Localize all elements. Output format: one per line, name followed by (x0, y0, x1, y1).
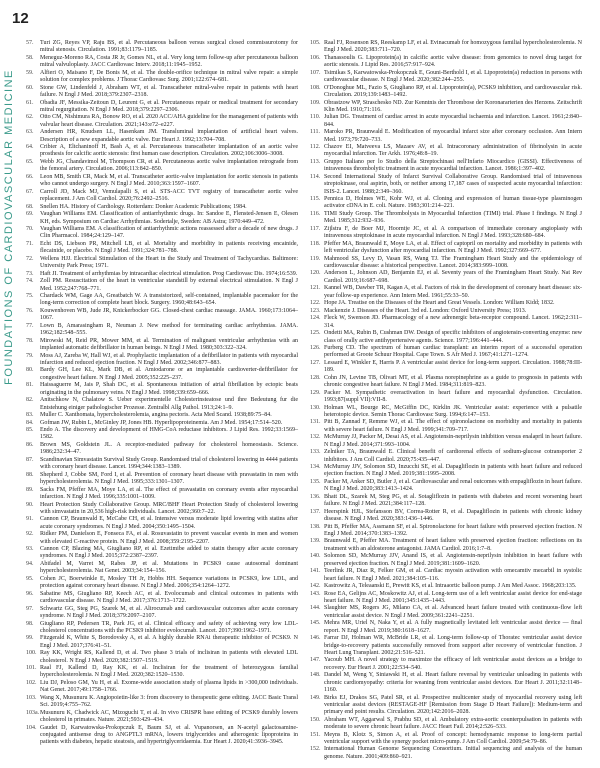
reference-text: Cannon CP, Braunwald E, McCabe CH, et al. Intensive versus moderate lipid lowering with statins after acute coronary syndromes. N Engl J Med. 2004;350:1495–1504. (40, 516, 298, 530)
reference-entry (310, 85, 582, 100)
reference-text: McMurray JJV, Solomon SD, Inzucchi SE, et al. Dapagliflozin in patients with heart failure and reduced ejection fraction. N Engl J Med. 2019;381:1995–2008. (324, 464, 582, 478)
reference-entry (26, 144, 298, 159)
reference-entry (26, 353, 298, 368)
reference-number: 58. (26, 54, 34, 61)
reference-entry (310, 100, 582, 115)
reference-text: Kannel WB, Dawber TR, Kagan A, et al. Factors of risk in the development of coronary heart disease: six-year follow-up experience. Ann Intern Med. 1961;55:33–50. (324, 285, 582, 299)
reference-entry (26, 725, 298, 747)
reference-text: Anitschkow N, Chalatow S. Ueber experimentelle Cholesterinsteatose und ihre Bedeutung fur die Entstehung einiger pathologischer Prozesse. Zentralbl Allg Pathol. 1913;24:1–9. (40, 397, 298, 411)
reference-entry (26, 129, 298, 144)
reference-entry (310, 524, 582, 539)
reference-entry (310, 129, 582, 144)
reference-number: 59. (26, 69, 34, 76)
reference-entry (310, 695, 582, 717)
reference-text: Giugliano RP, Pedersen TR, Park JG, et al. Clinical efficacy and safety of achieving very low LDL-cholesterol concentrations with the PCSK9 inhibitor evolocumab. Lancet. 2017;390:1962–1971. (40, 620, 298, 634)
reference-number: 106. (310, 54, 321, 61)
reference-text: Haft JI. Treatment of arrhythmias by intracardiac electrical stimulation. Prog Cardiovasc Dis. 1974;16:539. (40, 270, 298, 277)
reference-number: 135. (310, 478, 321, 485)
reference-entry (26, 204, 298, 211)
reference-number: 134. (310, 464, 321, 471)
reference-entry (26, 635, 298, 650)
reference-entry (26, 382, 298, 397)
reference-number: 139. (310, 538, 321, 545)
reference-entry (310, 256, 582, 271)
reference-entry (26, 338, 298, 353)
reference-entry (310, 509, 582, 524)
reference-entry (26, 650, 298, 665)
reference-number: 126. (310, 345, 321, 352)
reference-number: 120. (310, 270, 321, 277)
reference-number: 149. (310, 694, 321, 701)
reference-entry (310, 308, 582, 315)
reference-text: Stone GW, Lindenfeld J, Abraham WT, et al. Transcatheter mitral-valve repair in patients with heart failure. N Engl J Med. 2018;379:2307–2318. (40, 84, 298, 98)
reference-entry (310, 553, 582, 568)
reference-text: O'Donoghue ML, Fazio S, Giugliano RP, et al. Lipoprotein(a), PCSK9 inhibition, and cardiovascular risk. Circulation. 2019;139:1483–1492. (324, 84, 582, 98)
reference-text: Hope JA. Treatise on the Diseases of the Heart and Great Vessels. London: William Kidd; 1832. (324, 300, 555, 307)
reference-number: 83. (26, 412, 34, 419)
reference-text: Cohen JC, Boerwinkle E, Mosley TH Jr, Hobbs HH. Sequence variations in PCSK9, low LDL, and protection against coronary heart disease. N Engl J Med. 2006;354:1264–1272. (40, 575, 298, 590)
reference-text: Packer M. Sympathetic overactivation in heart failure and myocardial dysfunction. Circulation. 1993;87(suppl VII):VII-8. (324, 389, 582, 403)
reference-entry (26, 241, 298, 256)
reference-number: 108. (310, 84, 321, 91)
reference-text: Solomon SD, McMurray JJV, Anand IS, et al. Angiotensin-neprilysin inhibition in heart failure with preserved ejection fraction. N Engl J Med. 2019;381:1609–1620. (324, 553, 582, 567)
reference-entry (310, 479, 582, 494)
reference-text: Cohn JN, Levine TB, Olivari MT, et al. Plasma norepinephrine as a guide to prognosis in patients with chronic congestive heart failure. N Engl J Med. 1984;311:819–823. (324, 374, 582, 389)
reference-number: 78. (26, 337, 34, 344)
reference-text: Brown MS, Goldstein JL. A receptor-mediated pathway for cholesterol homeostasis. Science. 1986;232:34–47. (40, 442, 298, 456)
reference-number: 89. (26, 486, 34, 493)
reference-number: 77. (26, 322, 34, 329)
reference-text: Obrastzow WP, Straschesko ND. Zur Kenntnis der Thrombose der Koronararterien des Herzens. Zeitschrift Klin Med. 1910;71:116. (324, 99, 582, 113)
reference-number: 98. (26, 620, 34, 627)
reference-entry (310, 405, 582, 420)
reference-entry (310, 591, 582, 606)
reference-text: Moss AJ, Zareba W, Hall WJ, et al. Prophylactic implantation of a defibrillator in patients with myocardial infarction and reduced ejection fraction. N Engl J Med. 2002;346:877–883. (40, 352, 298, 366)
reference-number: 145. (310, 620, 321, 627)
reference-text: International Human Genome Sequencing Consortium. Initial sequencing and analysis of the human genome. Nature. 2001;409:860–921. (324, 746, 582, 760)
reference-entry (26, 412, 298, 419)
reference-entry (26, 70, 298, 85)
reference-text: Julian DG. Treatment of cardiac arrest in acute myocardial ischaemia and infarction. Lancet. 1961;2:840–844. (324, 114, 582, 128)
reference-entry (26, 606, 298, 621)
reference-text: Alfieri O, Maisano F, De Bonis M, et al. The double-orifice technique in mitral valve repair: a simple solution for complex problems. J Thorac Cardiovasc Surg. 2001;122:674–681. (40, 69, 298, 84)
reference-text: Zijlstra F, de Boer MJ, Hoorntje JC, et al. A comparison of immediate coronary angioplasty with intravenous streptokinase in acute myocardial infarction. N Engl J Med. 1993;328:680–684. (324, 225, 582, 240)
reference-entry (26, 680, 298, 695)
reference-number: 92. (26, 531, 34, 538)
reference-text: Zoll PM. Resuscitation of the heart in ventricular standstill by external electrical stimulation. N Engl J Med. 1952;247:768–771. (40, 278, 298, 292)
reference-number: 72. (26, 255, 34, 262)
reference-entry (26, 189, 298, 204)
reference-number: 60. (26, 84, 34, 91)
reference-entry (310, 159, 582, 174)
reference-number: 122. (310, 300, 321, 307)
reference-text: Kastrowitz A, Teleaanski E, Prewitt KS, et al. Intraaortic balloon pump. J Am Med Assoc. 1968;203:135. (324, 583, 577, 590)
reference-number: 100. (26, 650, 37, 657)
reference-text: Andersen HR, Knudsen LL, Hasenkam JM. Transluminal implantation of artificial heart valves. Description of a new expandable aortic valve. Eur Heart J. 1992;13:704–708. (40, 129, 298, 143)
reference-number: 121. (310, 285, 321, 292)
reference-number: 82. (26, 397, 34, 404)
reference-text: Kouwenhoven WB, Jude JR, Knickerbocker GG. Closed-chest cardiac massage. JAMA. 1960;173:1064–1067. (40, 307, 298, 322)
reference-number: 131. (310, 419, 321, 426)
reference-number: 111. (310, 129, 321, 136)
reference-entry (310, 620, 582, 635)
reference-entry (310, 270, 582, 285)
reference-number: 94. (26, 561, 34, 567)
reference-entry (310, 241, 582, 256)
reference-number: 86. (26, 442, 34, 448)
reference-column-left (26, 40, 298, 758)
reference-text: Abraham WT, Aggarwal S, Prabhu SD, et al. Ambulatory extra-aortic counterpulsation in patients with moderate to severe chronic heart failure. JACC Heart Fail. 2014;2:526–533. (324, 716, 582, 731)
reference-number: 61. (26, 99, 34, 106)
reference-number: 110. (310, 114, 321, 121)
reference-text: Raal FJ, Rosenson RS, Reeskamp LF, et al. Evinacumab for homozygous familial hypercholesterolemia. N Engl J Med. 2020;383:711–720. (324, 40, 582, 54)
reference-text: Leon MB, Smith CR, Mack M, et al. Transcatheter aortic-valve implantation for aortic stenosis in patients who cannot undergo surgery. N Engl J Med. 2010;363:1597–1607. (40, 173, 298, 188)
reference-text: Vaughan Williams EM. A classification of antiarrhythmic actions reassessed after a decade of new drugs. J Clin Pharmacol. 1984;24:129–147. (40, 226, 298, 240)
reference-entry (310, 55, 582, 70)
reference-text: Chazov EI, Matveeva LS, Mazaev AV, et al. Intracoronary administration of fibrinolysin in acute myocardial infarction. Ter Arkh. 1976;48:8–19. (324, 144, 582, 158)
reference-number: 80. (26, 367, 34, 374)
reference-entry (26, 293, 298, 308)
reference-number: 118. (310, 240, 321, 247)
reference-entry (310, 568, 582, 583)
reference-entry (310, 70, 582, 85)
reference-text: Haissaguerre M, Jais P, Shah DC, et al. Spontaneous initiation of atrial fibrillation by ectopic beats originating in the pulmonary veins. N Engl J Med. 1998;339:659–666. (40, 382, 298, 396)
reference-number: 103a. (26, 709, 40, 716)
reference-entry (26, 665, 298, 680)
reference-entry (310, 434, 582, 449)
reference-entry (26, 621, 298, 636)
reference-number: 132. (310, 434, 321, 441)
reference-entry (310, 375, 582, 390)
reference-entry (310, 635, 582, 657)
reference-number: 64. (26, 144, 34, 151)
reference-text: Heart Protection Study Collaborative Group. MRC/BHF Heart Protection Study of cholesterol lowering with simvastatin in 20,536 high-risk individuals. Lancet. 2002;360:7–22. (40, 501, 298, 515)
reference-entry (310, 717, 582, 732)
reference-text: Maroko PR, Braunwald E. Modification of myocardial infarct size after coronary occlusion. Ann Intern Med. 1973;79:720–733. (324, 129, 582, 143)
reference-number: 151. (310, 731, 321, 738)
reference-entry (26, 591, 298, 606)
reference-entry (26, 710, 298, 725)
reference-text: Yacoub MH. A novel strategy to maximize the efficacy of left ventricular assist devices as a bridge to recovery. Eur Heart J. 2001;22:534–540. (324, 657, 582, 671)
reference-number: 63. (26, 129, 34, 136)
reference-text: Second International Study of Infarct Survival Collaborative Group. Randomised trial of intravenous streptokinase, oral aspirin, both, or neither among 17,187 cases of suspected acute myocardial infarction: ISIS-2. Lancet. 1988;2:349–360. (324, 173, 582, 195)
reference-entry (26, 367, 298, 382)
reference-number: 71. (26, 240, 34, 247)
reference-number: 114. (310, 173, 321, 180)
reference-number: 68. (26, 203, 34, 210)
reference-number: 99. (26, 635, 34, 642)
reference-text: Mehra MR, Uriel N, Naka Y, et al. A fully magnetically levitated left ventricular assist device — final report. N Engl J Med. 2019;380:1618–1627. (324, 620, 582, 634)
reference-entry (310, 211, 582, 226)
reference-text: Fleck W, Swenson JD. Pharmacology of a new adrenergic beta-receptor compound. Lancet. 1962;2:311–314. (324, 315, 582, 329)
reference-text: McMurray JJ, Packer M, Desai AS, et al. Angiotensin-neprilysin inhibition versus enalapril in heart failure. N Engl J Med. 2014;371:993–1004. (324, 434, 582, 448)
reference-entry (310, 672, 582, 694)
reference-number: 105. (310, 40, 321, 46)
reference-number: 81. (26, 382, 34, 389)
reference-entry (26, 278, 298, 293)
reference-entry (26, 211, 298, 226)
reference-text: Thanassoulis G. Lipoprotein(a) in calcific aortic valve disease: from genomics to novel drug target for aortic stenosis. J Lipid Res. 2016;57:917–924. (324, 54, 582, 69)
reference-text: Tsimikas S, Karwatowska-Prokopczuk E, Gouni-Berthold I, et al. Lipoprotein(a) reduction in persons with cardiovascular disease. N Engl J Med. 2020;382:244–255. (324, 69, 582, 84)
reference-number: 112. (310, 144, 321, 151)
reference-number: 103. (26, 694, 37, 701)
running-header: FOUNDATIONS OF CARDIOVASCULAR MEDICINE (3, 69, 15, 385)
reference-entry (26, 442, 298, 457)
reference-text: Ondetti MA, Rubin B, Cushman DW. Design of specific inhibitors of angiotensin-converting enzyme: new class of orally active antihypertensive agents. Science. 1977;196:441–444. (324, 330, 582, 344)
reference-number: 96. (26, 590, 34, 597)
reference-text: Pennica D, Holmes WE, Kohr WJ, et al. Cloning and expression of human tissue-type plasminogen activator cDNA in E. coli. Nature. 1983;301:214–221. (324, 196, 582, 210)
reference-entry (310, 345, 582, 360)
reference-entry (26, 159, 298, 174)
reference-entry (26, 85, 298, 100)
reference-text: Mirowski M, Reid PR, Mower MM, et al. Termination of malignant ventricular arrhythmias with an implanted automatic defibrillator in human beings. N Engl J Med. 1980;303:322–324. (40, 337, 298, 352)
reference-number: 91. (26, 516, 34, 523)
page-number: 12 (12, 10, 29, 27)
reference-entry (310, 419, 582, 434)
reference-number: 142. (310, 583, 321, 590)
reference-number: 102. (26, 680, 37, 686)
reference-entry (310, 196, 582, 211)
reference-entry (310, 494, 582, 509)
reference-number: 85. (26, 427, 34, 434)
reference-text: Snellen HA. History of Cardiology. Rotterdam: Donker Academic Publications; 1984. (40, 203, 247, 210)
reference-entry (310, 40, 582, 55)
reference-entry (310, 315, 582, 330)
reference-number: 66. (26, 173, 34, 180)
reference-text: Sabatine MS, Giugliano RP, Keech AC, et al. Evolocumab and clinical outcomes in patients with cardiovascular disease. N Engl J Med. 2017;376:1713–1722. (40, 590, 298, 605)
reference-number: 93. (26, 546, 34, 553)
reference-number: 130. (310, 404, 321, 411)
reference-number: 90. (26, 501, 34, 508)
reference-entry (310, 449, 582, 464)
reference-text: Otto CM, Nishimura RA, Bonow RO, et al. 2020 ACC/AHA guideline for the management of patients with valvular heart disease. Circulation. 2021;143:e72–e227. (40, 114, 298, 128)
reference-text: Chardack WM, Gage AA, Greatbatch W. A transistorized, self-contained, implantable pacemaker for the long-term correction of complete heart block. Surgery. 1960;48:643–654. (40, 293, 298, 307)
reference-entry (310, 330, 582, 345)
reference-entry (310, 657, 582, 672)
reference-number: 133. (310, 449, 321, 456)
reference-number: 76. (26, 307, 34, 314)
reference-number: 124. (310, 315, 321, 322)
reference-text: Vaughan Williams EM. Classification of antiarrhythmic drugs. In: Sandoe E, Flensted-Jensen E, Olesen KH, eds. Symposium on Cardiac Arrhythmias. Sodertalje, Sweden: AB Astra; 1970:449–472. (40, 211, 298, 225)
reference-entry (310, 583, 582, 590)
reference-number: 67. (26, 188, 34, 195)
reference-entry (310, 732, 582, 747)
reference-text: Furberg CD. The spectrum of human cardiac transplant: an interim report of a successful operation performed at Groote Schuur Hospital. Cape Town. S Afr Med J. 1967;41:1271–1274. (324, 345, 582, 359)
reference-number: 138. (310, 523, 321, 530)
reference-number: 148. (310, 672, 321, 679)
reference-number: 150. (310, 716, 321, 723)
reference-text: Teerlink JR, Diaz R, Felker GM, et al. Cardiac myosin activation with omecamtiv mecarbil in systolic heart failure. N Engl J Med. 2021;384:105–116. (324, 568, 582, 582)
reference-text: Ridker PM, Danielson E, Fonseca FA, et al. Rosuvastatin to prevent vascular events in men and women with elevated C-reactive protein. N Engl J Med. 2008;359:2195–2207. (40, 531, 298, 545)
reference-entry (26, 457, 298, 472)
reference-text: Musunuru K, Chadwick AC, Mizoguchi T, et al. In vivo CRISPR base editing of PCSK9 durably lowers cholesterol in primates. Nature. 2021;593:429–434. (40, 709, 298, 724)
reference-entry (310, 538, 582, 553)
reference-number: 109. (310, 99, 321, 106)
reference-entry (26, 531, 298, 546)
reference-entry (26, 695, 298, 710)
reference-number: 115. (310, 196, 321, 203)
reference-number: 57. (26, 40, 34, 46)
reference-text: Bardy GH, Lee KL, Mark DB, et al. Amiodarone or an implantable cardioverter-defibrillator for congestive heart failure. N Engl J Med. 2005;352:225–237. (40, 367, 298, 381)
reference-entry (310, 114, 582, 129)
reference-entry (26, 308, 298, 323)
reference-number: 87. (26, 456, 34, 463)
reference-text: Echt DS, Liebson PR, Mitchell LB, et al. Mortality and morbidity in patients receiving encainide, flecainide, or placebo. N Engl J Med. 1991;324:781–788. (40, 240, 298, 255)
reference-text: Heerspink HJL, Stefansson BV, Correa-Rotter R, et al. Dapagliflozin in patients with chronic kidney disease. N Engl J Med. 2020;383:1436–1446. (324, 508, 582, 522)
reference-text: Rose EA, Gelijns AC, Moskowitz AJ, et al. Long-term use of a left ventricular assist device for end-stage heart failure. N Engl J Med. 2001;345:1435–1443. (324, 590, 582, 604)
reference-columns (26, 40, 582, 758)
reference-text: Slaughter MS, Rogers JG, Milano CA, et al. Advanced heart failure treated with continuous-flow left ventricular assist device. N Engl J Med. 2009;361:2241–2251. (324, 605, 582, 619)
reference-entry (26, 256, 298, 271)
reference-number: 136. (310, 493, 321, 500)
reference-entry (26, 114, 298, 129)
reference-number: 129. (310, 389, 321, 396)
reference-entry (310, 360, 582, 375)
reference-text: Gruppo Italiano per lo Studio della Streptochinasi nell'Infarto Miocardico (GISSI). Effectiveness of intravenous thrombolytic treatment in acute myocardial infarction. Lancet. 1986;1:397–402. (324, 159, 582, 173)
reference-number: 107. (310, 69, 321, 76)
reference-text: Muller C. Xanthomata, hypercholesterolemia, angina pectoris. Acta Med Scand. 1938;89:75–84. (40, 412, 272, 419)
reference-entry (26, 397, 298, 412)
reference-number: 79. (26, 352, 34, 359)
reference-number: 73. (26, 270, 34, 277)
reference-number: 62. (26, 114, 34, 121)
reference-entry (26, 174, 298, 189)
reference-text: Farrar DJ, Holman WR, McBride LR, et al. Long-term follow-up of Thoratec ventricular assist device bridge-to-recovery patients successfully removed from support after recovery of ventricular function. J Heart Lung Transplant. 2002;21:516–521. (324, 635, 582, 656)
reference-text: Gaudet D, Karwatowska-Prokopczuk E, Baum SJ, et al. Vupanorsen, an N-acetyl galactosamine-conjugated antisense drug to ANGPTL3 mRNA, lowers triglycerides and atherogenic lipoproteins in patients with diabetes, hepatic steatosis, and hypertriglyceridaemia. Eur Heart J. 2020;41:3936–3945. (40, 724, 298, 746)
reference-entry (26, 502, 298, 517)
reference-text: Meyns B, Klotz S, Simon A, et al. Proof of concept: hemodynamic response to long-term partial ventricular support with the synergy pocket micro-pump. J Am Coll Cardiol. 2009;54:79–86. (324, 731, 582, 745)
reference-entry (26, 226, 298, 241)
reference-number: 65. (26, 159, 34, 165)
reference-text: TIMI Study Group. The Thrombolysis in Myocardial Infarction (TIMI) trial. Phase I findings. N Engl J Med. 1985;312:932–936. (324, 210, 582, 225)
reference-entry (310, 390, 582, 405)
reference-text: Cannon CP, Blazing MA, Giugliano RP, et al. Ezetimibe added to statin therapy after acute coronary syndromes. N Engl J Med. 2015;372:2387–2397. (40, 546, 298, 560)
reference-number: 128. (310, 374, 321, 381)
reference-text: Wang X, Musunuru K. Angiopoietin-like 3: from discovery to therapeutic gene editing. JACC Basic Transl Sci. 2019;4:755–762. (40, 694, 298, 709)
reference-entry (310, 605, 582, 620)
reference-number: 70. (26, 226, 34, 233)
reference-number: 146. (310, 635, 321, 642)
reference-number: 116. (310, 210, 321, 217)
reference-text: Meneguz-Moreno RA, Costa JR Jr, Gomes NL, et al. Very long term follow-up after percutaneous balloon mitral valvuloplasty. JACC Cardiovasc Interv. 2018;11:1945–1952. (40, 54, 298, 69)
reference-number: 143. (310, 590, 321, 597)
reference-text: Mahmood SS, Levy D, Vasan RS, Wang TJ. The Framingham Heart Study and the epidemiology of cardiovascular disease: a historical perspective. Lancet. 2014;383:999–1008. (324, 255, 582, 269)
reference-text: Pitt B, Pfeffer MA, Assmann SF, et al. Spironolactone for heart failure with preserved ejection fraction. N Engl J Med. 2014;370:1383–1392. (324, 523, 582, 537)
reference-text: Bhatt DL, Szarek M, Steg PG, et al. Sotagliflozin in patients with diabetes and recent worsening heart failure. N Engl J Med. 2021;384:117–128. (324, 493, 582, 508)
reference-number: 147. (310, 657, 321, 664)
reference-text: Raal FJ, Kallend D, Ray KK, et al. Inclisiran for the treatment of heterozygous familial hypercholesterolemia. N Engl J Med. 2020;382:1520–1530. (40, 665, 298, 679)
reference-entry (26, 546, 298, 561)
reference-number: 74. (26, 278, 34, 285)
reference-entry (26, 427, 298, 442)
reference-text: Schwartz GG, Steg PG, Szarek M, et al. Alirocumab and cardiovascular outcomes after acute coronary syndrome. N Engl J Med. 2018;379:2097–2107. (40, 605, 298, 619)
reference-entry (310, 285, 582, 300)
reference-text: Anderson L, Johnson AD, Benjamin EJ, et al. Seventy years of the Framingham Heart Study. Nat Rev Cardiol. 2019;16:687–698. (324, 270, 582, 284)
reference-text: Lown B, Amarasingham R, Neuman J. New method for terminating cardiac arrhythmias. JAMA. 1962;182:548–555. (40, 322, 298, 337)
reference-number: 140. (310, 553, 321, 560)
reference-text: Webb JG, Chandavimol M, Thompson CR, et al. Percutaneous aortic valve implantation retrograde from the femoral artery. Circulation. 2006;113:842–850. (40, 159, 298, 173)
reference-number: 123. (310, 307, 321, 314)
reference-number: 95. (26, 575, 34, 582)
reference-text: Shepherd J, Cobbe SM, Ford I, et al. Prevention of coronary heart disease with pravastatin in men with hypercholesterolemia. N Engl J Med. 1995;333:1301–1307. (40, 471, 298, 486)
reference-number: 119. (310, 255, 321, 262)
reference-entry (310, 174, 582, 196)
reference-text: Turi ZG, Reyes VP, Raju BS, et al. Percutaneous balloon versus surgical closed commissurotomy for mitral stenosis. Circulation. 1991;83:1179–1185. (40, 40, 298, 54)
reference-text: Gofman JW, Rubin L, McGinley JP, Jones HB. Hyperlipoproteinemia. Am J Med. 1954;17:514–520. (40, 419, 283, 426)
reference-text: Mackenzie J. Diseases of the Heart. 3rd ed. London: Oxford University Press; 1913. (324, 307, 527, 314)
reference-entry (310, 300, 582, 307)
reference-entry (310, 746, 582, 761)
reference-number: 137. (310, 508, 321, 515)
reference-entry (310, 226, 582, 241)
reference-text: Dandel M, Weng Y, Siniawski H, et al. Heart failure reversal by ventricular unloading in patients with chronic cardiomyopathy: criteria for weaning from ventricular assist devices. Eur Heart J. 2011;32:1148–1160. (324, 672, 582, 693)
reference-text: Packer M, Anker SD, Butler J, et al. Cardiovascular and renal outcomes with empagliflozin in heart failure. N Engl J Med. 2020;383:1413–1424. (324, 478, 582, 493)
reference-text: Pfeffer MA, Braunwald E, Moye LA, et al. Effect of captopril on mortality and morbidity in patients with left ventricular dysfunction after myocardial infarction. N Engl J Med. 1992;327:669–677. (324, 240, 582, 255)
reference-text: Scandinavian Simvastatin Survival Study Group. Randomised trial of cholesterol lowering in 4444 patients with coronary heart disease. Lancet. 1994;344:1383–1389. (40, 456, 298, 471)
reference-entry (26, 561, 298, 576)
reference-entry (26, 420, 298, 427)
reference-text: Pitt B, Zannad F, Remme WJ, et al. The effect of spironolactone on morbidity and mortality in patients with severe heart failure. N Engl J Med. 1999;341:709–717. (324, 419, 582, 433)
reference-text: Zelniker TA, Braunwald E. Clinical benefit of cardiorenal effects of sodium-glucose cotransporter 2 inhibitors. J Am Coll Cardiol. 2020;75:435–447. (324, 449, 582, 463)
reference-entry (26, 271, 298, 278)
reference-entry (26, 100, 298, 115)
reference-entry (310, 464, 582, 479)
reference-entry (26, 323, 298, 338)
reference-text: Fitzgerald K, White S, Borodovsky A, et al. A highly durable RNAi therapeutic inhibitor of PCSK9. N Engl J Med. 2017;376:41–51. (40, 635, 298, 649)
reference-text: Carroll JD, Mack MJ, Vemulapalli S, et al. STS-ACC TVT registry of transcatheter aortic valve replacement. J Am Coll Cardiol. 2020;76:2492–2516. (40, 188, 298, 203)
reference-number: 127. (310, 359, 321, 366)
reference-entry (26, 516, 298, 531)
reference-entry (26, 487, 298, 502)
reference-column-right (310, 40, 582, 758)
reference-text: Holman WL, Bourge RC, McGiffin DC, Kirklin JK. Ventricular assist: experience with a pulsatile heterotopic device. Semin Thorac Cardiovasc Surg. 1994;6:147–153. (324, 404, 582, 418)
reference-number: 101. (26, 665, 37, 672)
reference-number: 117. (310, 225, 321, 232)
reference-entry (26, 55, 298, 70)
reference-text: Wellens HJJ. Electrical Stimulation of the Heart in the Study and Treatment of Tachycardias. Baltimore: University Park Press; 1971. (40, 255, 298, 270)
reference-number: 141. (310, 568, 321, 575)
reference-text: Abifadel M, Varret M, Rabes JP, et al. Mutations in PCSK9 cause autosomal dominant hypercholesterolemia. Nat Genet. 2003;34:154–156. (40, 561, 298, 575)
reference-text: Sacks FM, Pfeffer MA, Moye LA, et al. The effect of pravastatin on coronary events after myocardial infarction. N Engl J Med. 1996;335:1001–1009. (40, 486, 298, 500)
reference-text: Cribier A, Eltchaninoff H, Bash A, et al. Percutaneous transcatheter implantation of an aortic valve prosthesis for calcific aortic stenosis: first human case description. Circulation. 2002;106:3006–3008. (40, 144, 298, 158)
reference-number: 97. (26, 605, 34, 612)
reference-entry (26, 576, 298, 591)
reference-text: Braunwald E, Pfeffer MA. Treatment of heart failure with preserved ejection fraction: reflections on its treatment with an aldosterone antagonist. JAMA Cardiol. 2016;1:7–8. (324, 538, 582, 552)
reference-number: 144. (310, 605, 321, 612)
reference-text: Obadia JF, Messika-Zeitoun D, Leurent G, et al. Percutaneous repair or medical treatment for secondary mitral regurgitation. N Engl J Med. 2018;379:2297–2306. (40, 99, 298, 113)
reference-text: Lessard E, Winkler E, Harris P. A ventricular assist device for long-term support. Circulation. 1988;78:III-189. (324, 359, 582, 374)
reference-number: 125. (310, 330, 321, 337)
reference-text: Birks EJ, Drakos SG, Patel SR, et al. Prospective multicenter study of myocardial recovery using left ventricular assist devices (RESTAGE-HF [Remission from Stage D Heart Failure]): Medium-term and primary end point results. Circulation. 2020;142:2016–2028. (324, 694, 582, 716)
reference-number: 69. (26, 211, 34, 218)
reference-entry (26, 40, 298, 55)
reference-number: 104. (26, 724, 37, 731)
reference-number: 88. (26, 471, 34, 478)
reference-number: 84. (26, 419, 34, 426)
reference-number: 113. (310, 159, 321, 165)
reference-number: 75. (26, 293, 34, 300)
reference-number: 152. (310, 746, 321, 753)
reference-text: Endo A. The discovery and development of HMG-CoA reductase inhibitors. J Lipid Res. 1992;33:1569–1582. (40, 427, 298, 441)
reference-entry (26, 472, 298, 487)
reference-text: Liu DJ, Peloso GM, Yu H, et al. Exome-wide association study of plasma lipids in >300,000 individuals. Nat Genet. 2017;49:1758–1766. (40, 680, 298, 694)
reference-entry (310, 144, 582, 159)
reference-text: Ray KK, Wright RS, Kallend D, et al. Two phase 3 trials of inclisiran in patients with elevated LDL cholesterol. N Engl J Med. 2020;382:1507–1519. (40, 650, 298, 664)
